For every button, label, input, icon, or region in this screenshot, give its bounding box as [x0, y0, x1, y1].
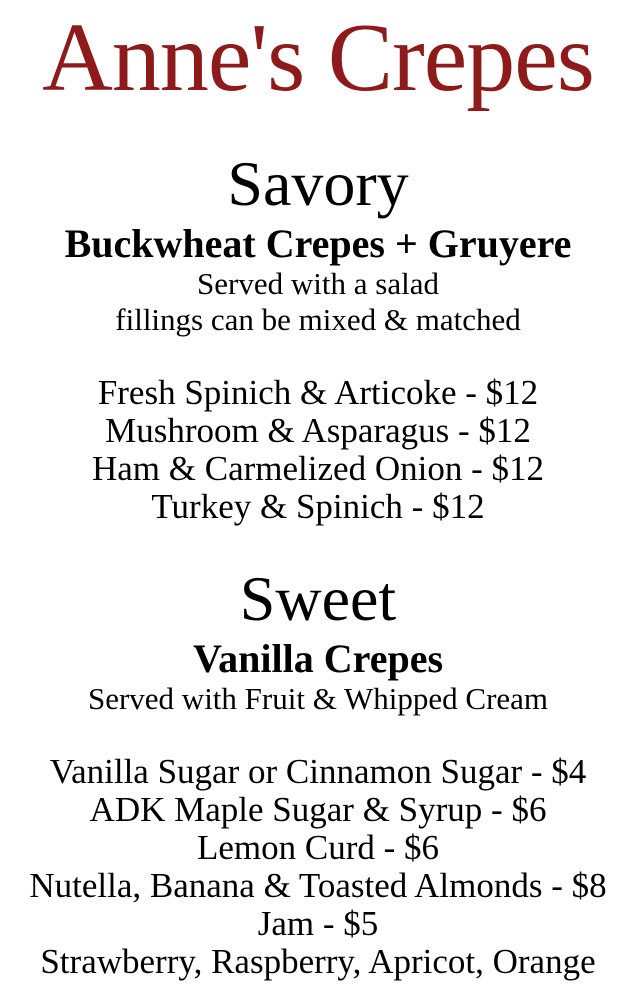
menu-item: Vanilla Sugar or Cinnamon Sugar - $4 — [49, 752, 587, 791]
sweet-heading: Sweet — [239, 563, 397, 634]
menu-item: Fresh Spinich & Articoke - $12 — [97, 373, 539, 412]
section-savory — [0, 147, 636, 526]
menu-item: ADK Maple Sugar & Syrup - $6 — [89, 790, 547, 829]
menu-item: Turkey & Spinich - $12 — [151, 487, 485, 526]
savory-subheading: Buckwheat Crepes + Gruyere — [64, 221, 572, 266]
menu-item: Mushroom & Asparagus - $12 — [105, 411, 531, 450]
menu-item: Jam - $5 — [257, 904, 379, 943]
savory-description-1: Served with a salad — [197, 266, 439, 301]
sweet-description-1: Served with Fruit & Whipped Cream — [87, 681, 549, 716]
menu-title: Anne's Crepes — [42, 4, 594, 112]
menu-item: Lemon Curd - $6 — [196, 828, 440, 867]
section-sweet — [0, 562, 636, 981]
menu-item: Ham & Carmelized Onion - $12 — [92, 449, 544, 488]
menu-item: Nutella, Banana & Toasted Almonds - $8 — [29, 866, 607, 905]
sweet-subheading: Vanilla Crepes — [192, 636, 444, 681]
menu-item: Strawberry, Raspberry, Apricot, Orange — [40, 942, 596, 981]
savory-heading: Savory — [227, 148, 409, 219]
savory-description-2: fillings can be mixed & matched — [115, 302, 521, 337]
savory-item-list — [0, 374, 636, 526]
sweet-item-list — [0, 753, 636, 981]
